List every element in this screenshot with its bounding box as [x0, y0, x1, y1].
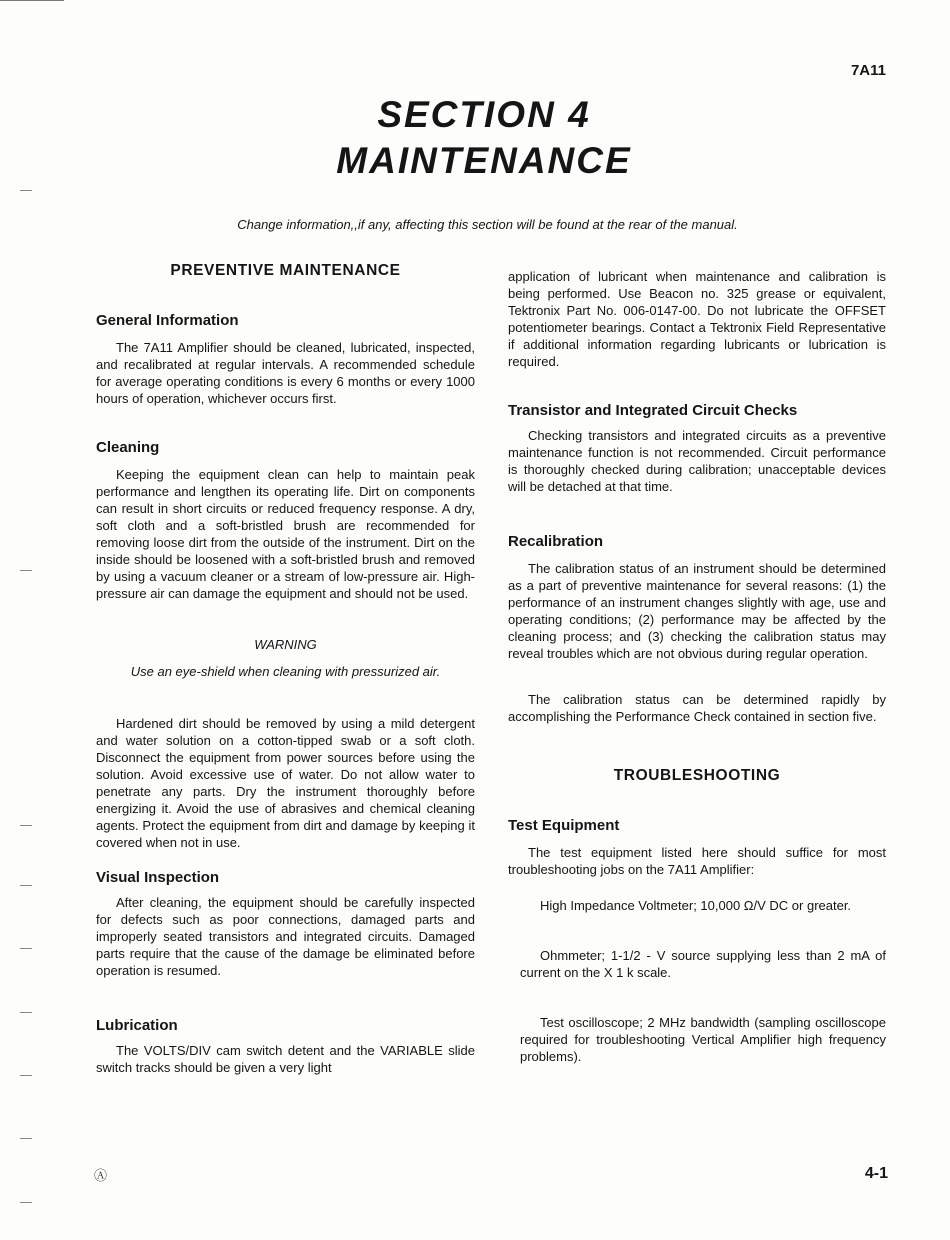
section-line: SECTION 4	[377, 94, 591, 135]
general-information-heading: General Information	[96, 312, 239, 329]
lubrication-continued-text: application of lubricant when maintenance and calibration is being performed. Use Beacon no. 325 grease or equivalent, Tektronix Part No. 006-0147-00. Do not lubricate the OFFSET potentiometer bearings. Contact a Tektronix Field Representative if additional information regarding lubricants or lubrication is required.	[508, 269, 886, 369]
change-note: Change information,,if any, affecting this section will be found at the rear of the manual.	[237, 217, 738, 232]
margin-mark	[20, 1202, 32, 1203]
hardened-dirt-text: Hardened dirt should be removed by using a mild detergent and water solution on a cotton-tipped swab or a soft cloth. Disconnect the equipment from power sources before using the solution. Avoid excessive use of water. Do not allow water to penetrate any parts. Dry the instrument thoroughly before energizing it. Avoid the use of abrasives and chemical cleaning agents. Protect the equipment from dirt and damage by keeping it covered when not in use.	[96, 716, 475, 850]
margin-mark	[20, 825, 32, 826]
margin-mark	[20, 1012, 32, 1013]
visual-inspection-heading: Visual Inspection	[96, 869, 220, 886]
margin-mark	[20, 1138, 32, 1139]
transistor-checks-text: Checking transistors and integrated circuits as a preventive maintenance function is not recommended. Circuit performance is thoroughly checked during calibration; unacceptable devices will be detached at that time.	[508, 428, 886, 494]
lubrication-heading: Lubrication	[96, 1017, 178, 1034]
visual-inspection-text: After cleaning, the equipment should be carefully inspected for defects such as poor connections, damaged parts and improperly seated transistors and integrated circuits. Damaged parts require that the cause of the damage be eliminated before operation is resumed.	[96, 895, 475, 978]
transistor-checks-heading: Transistor and Integrated Circuit Checks	[508, 402, 798, 419]
manual-id: 7A11	[850, 62, 886, 79]
recalibration-text-2: The calibration status can be determined rapidly by accomplishing the Performance Check contained in section five.	[508, 692, 886, 724]
test-equipment-heading: Test Equipment	[508, 817, 620, 834]
cleaning-heading: Cleaning	[96, 439, 160, 456]
margin-mark	[20, 190, 32, 191]
margin-mark	[20, 570, 32, 571]
right-column	[508, 268, 886, 1065]
lubrication-text: The VOLTS/DIV cam switch detent and the VARIABLE slide switch tracks should be given a very light	[96, 1043, 475, 1075]
publisher-mark: Ⓐ	[94, 1168, 108, 1183]
general-information-text: The 7A11 Amplifier should be cleaned, lubricated, inspected, and recalibrated at regular intervals. A recommended schedule for average operating conditions is every 6 months or every 1000 hours of operation, whichever occurs first.	[96, 340, 475, 406]
margin-mark	[20, 1075, 32, 1076]
equipment-oscilloscope: Test oscilloscope; 2 MHz bandwidth (sampling oscilloscope required for troubleshooting Vertical Amplifier high frequency problems).	[520, 1015, 886, 1064]
warning-heading: WARNING	[254, 637, 317, 652]
equipment-ohmmeter: Ohmmeter; 1-1/2 - V source supplying less than 2 mA of current on the X 1 k scale.	[520, 948, 886, 980]
recalibration-text: The calibration status of an instrument should be determined as a part of preventive maintenance for several reasons: (1) the performance of an instrument changes slightly with age, use and operating conditions; (2) performance may be affected by the cleaning process; and (3) checking the calibration status may reveal troubles which are not obvious during regular operation.	[508, 561, 886, 661]
page-number: 4-1	[864, 1165, 888, 1182]
warning-text: Use an eye-shield when cleaning with pressurized air.	[130, 664, 441, 679]
left-column	[96, 262, 475, 1076]
recalibration-heading: Recalibration	[508, 533, 604, 550]
equipment-voltmeter: High Impedance Voltmeter; 10,000 Ω/V DC or greater.	[540, 898, 852, 913]
scan-edge-line	[0, 0, 64, 1]
troubleshooting-title: TROUBLESHOOTING	[613, 767, 781, 784]
title-line: MAINTENANCE	[336, 140, 632, 181]
test-equipment-intro: The test equipment listed here should suffice for most troubleshooting jobs on the 7A11 Amplifier:	[508, 845, 886, 877]
page-title	[0, 92, 950, 184]
margin-mark	[20, 885, 32, 886]
margin-mark	[20, 948, 32, 949]
preventive-maintenance-title: PREVENTIVE MAINTENANCE	[170, 262, 401, 279]
cleaning-text: Keeping the equipment clean can help to maintain peak performance and lengthen its operating life. Dirt on components can result in short circuits or reduced frequency response. A dry, soft cloth and a soft-bristled brush are recommended for removing loose dirt from the outside of the instrument. Dirt on the inside should be loosened with a soft-bristled brush and removed by using a vacuum cleaner or a stream of low-pressure air. High-pressure air can damage the equipment and should not be used.	[96, 467, 475, 601]
